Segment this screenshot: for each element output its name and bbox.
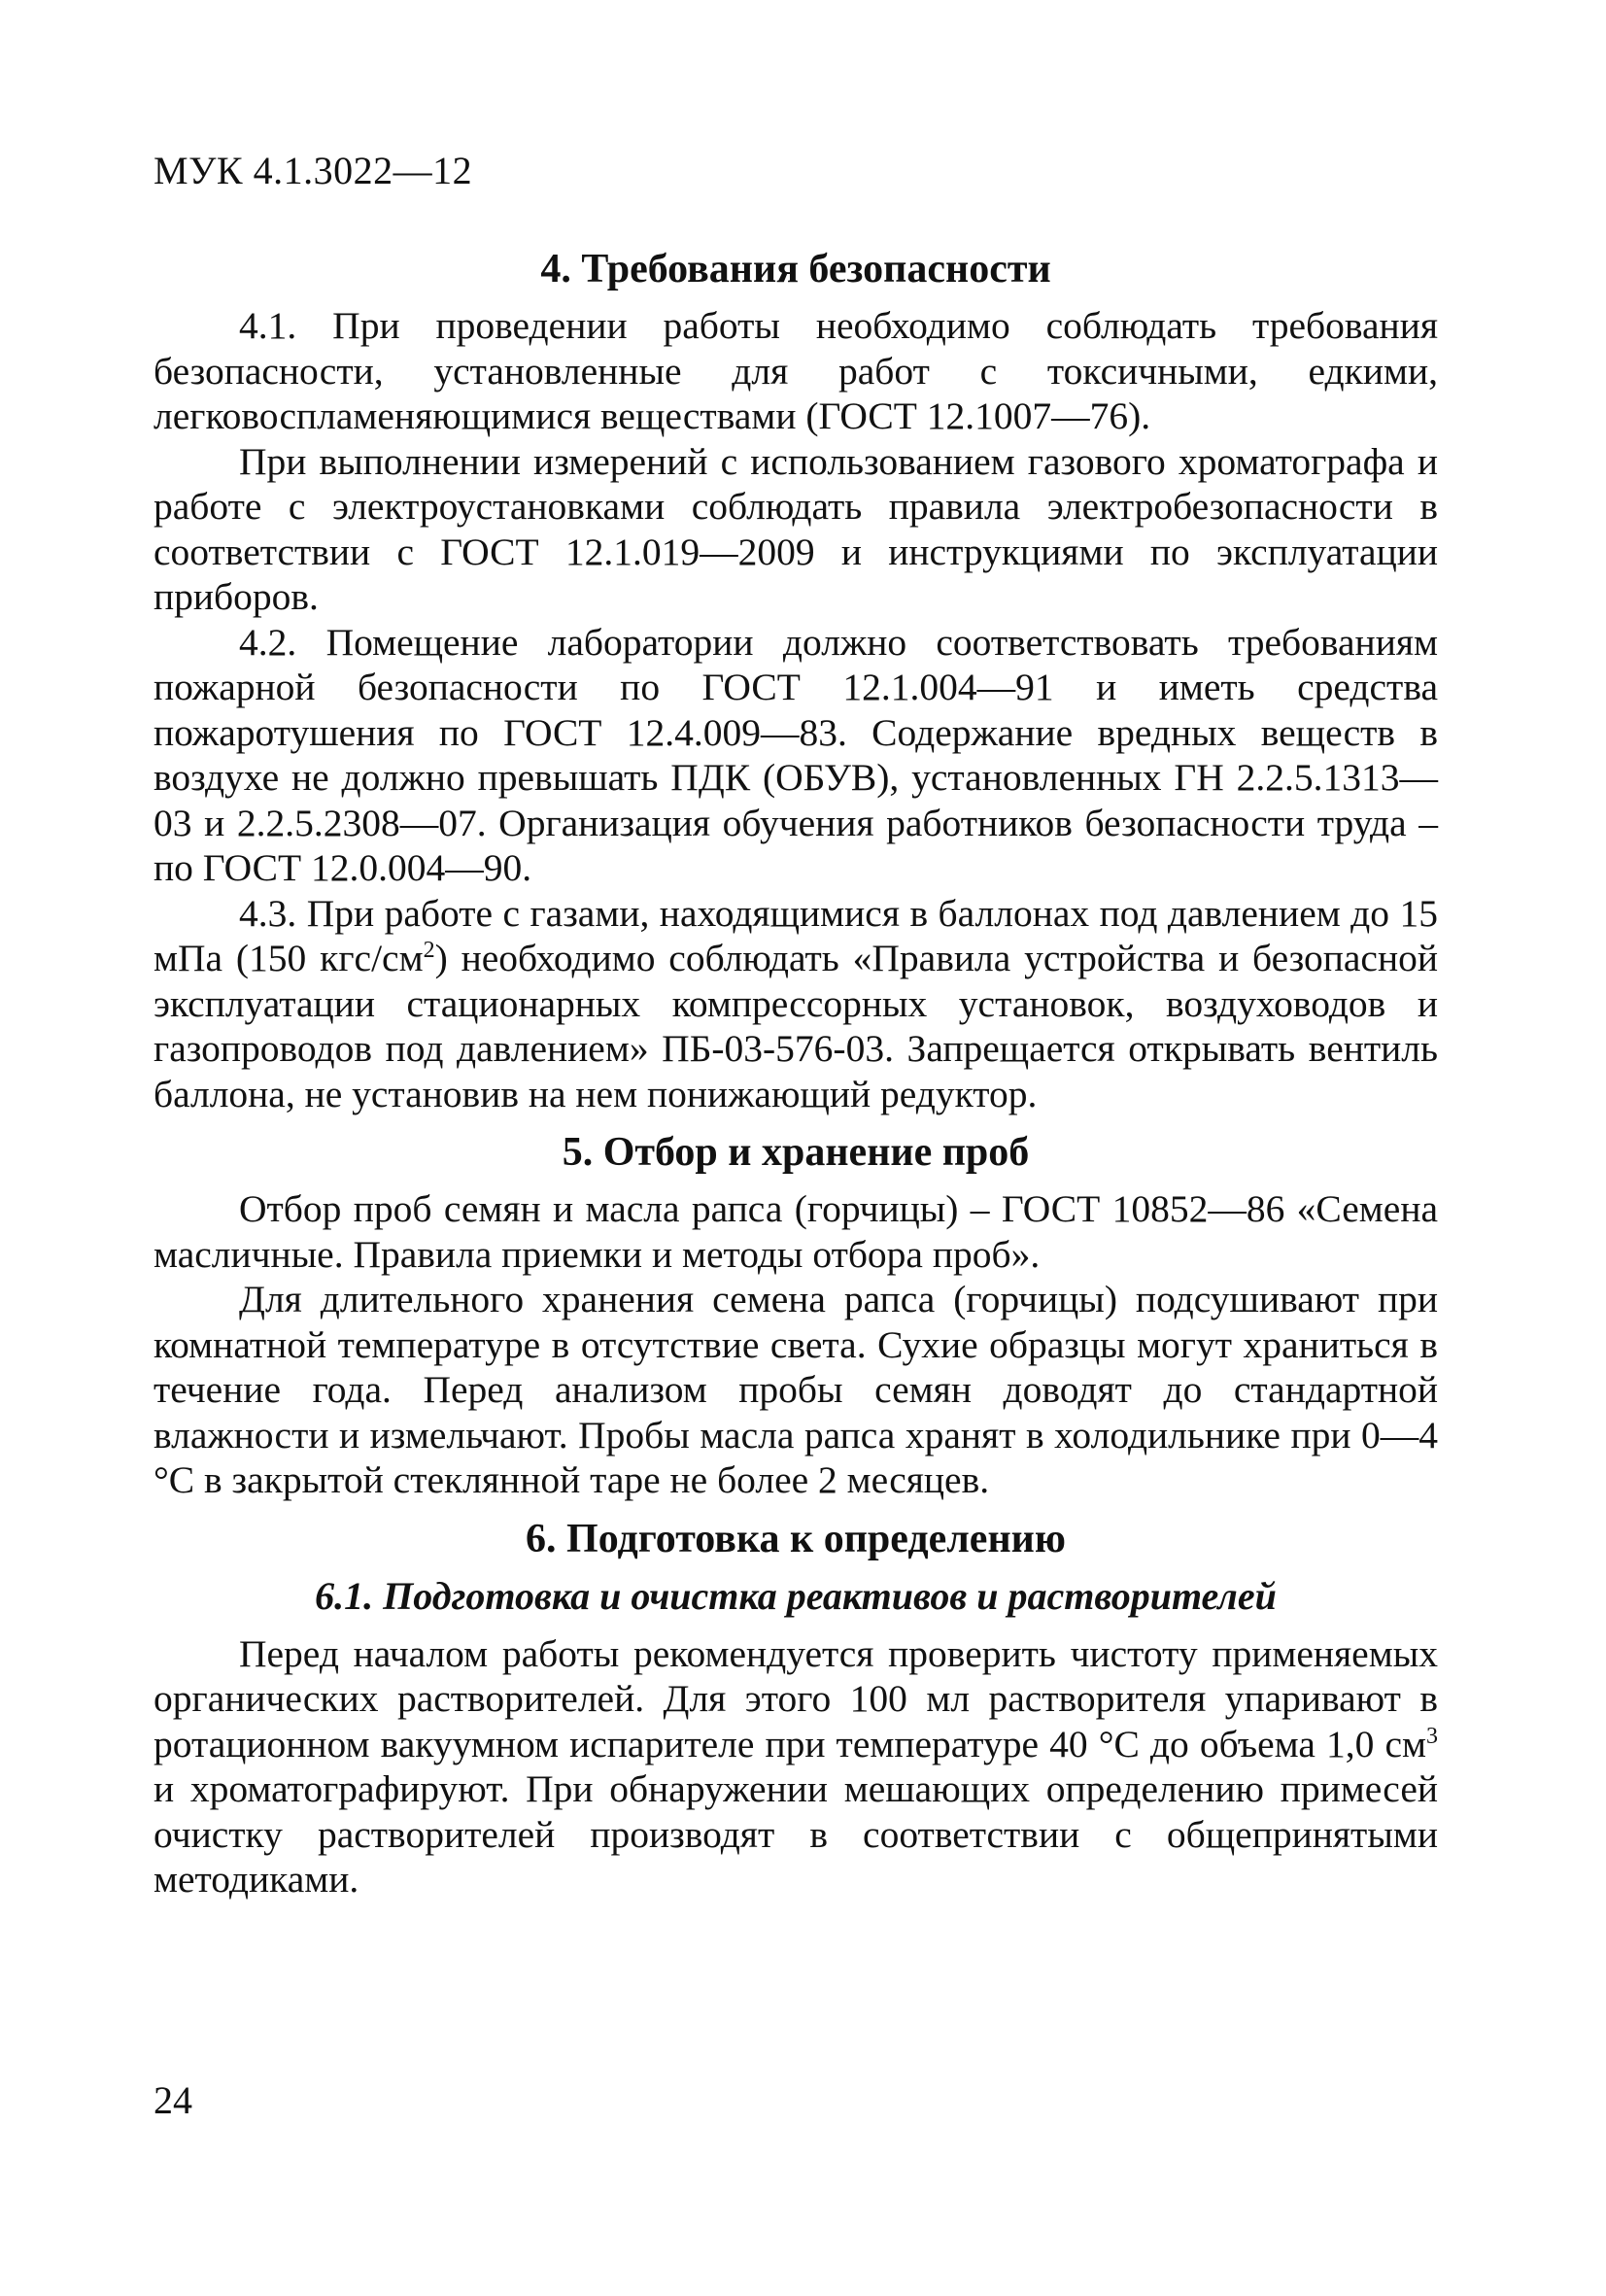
page-number: 24 <box>154 2078 192 2122</box>
document-body <box>154 233 1438 1902</box>
section-5-title: 5. Отбор и хранение проб <box>562 1130 1030 1175</box>
section-5-paragraph-1: Отбор проб семян и масла рапса (горчицы) – ГОСТ 10852—86 «Семена масличные. Правила приемки и методы отбора проб». <box>154 1187 1438 1276</box>
section-4-paragraph-2: При выполнении измерений с использованием газового хроматографа и работе с электроустановками соблюдать правила электробезопасности в соответствии с ГОСТ 12.1.019—2009 и инструкциями по эксплуатации приборов. <box>154 439 1438 618</box>
section-4-paragraph-4-text-a: 4.3. При работе с газами, находящимися в баллонах под давлением до 15 мПа (150 кгс/см <box>154 891 1438 979</box>
section-6-paragraph-1-text-b: и хроматографируют. При обнаружении мешающих определению примесей очистку растворителей производят в соответствии с общепринятыми методиками. <box>154 1767 1438 1901</box>
section-4-paragraph-4-text-b: ) необходимо соблюдать «Правила устройства и безопасной эксплуатации стационарных компрессорных установок, воздуховодов и газопроводов под давлением» ПБ-03-576-03. Запрещается открывать вентиль баллона, не установив на нем понижающий редуктор. <box>154 937 1438 1115</box>
superscript-3: 3 <box>1426 1723 1438 1749</box>
section-5-paragraph-2: Для длительного хранения семена рапса (горчицы) подсушивают при комнатной температуре в отсутствие света. Сухие образцы могут храниться в течение года. Перед анализом пробы семян доводят до стандартной влажности и измельчают. Пробы масла рапса хранят в холодильнике при 0—4 °С в закрытой стеклянной таре не более 2 месяцев. <box>154 1278 1438 1501</box>
section-4-paragraph-1: 4.1. При проведении работы необходимо соблюдать требования безопасности, установленные для работ с токсичными, едкими, легковоспламеняющимися веществами (ГОСТ 12.1007—76). <box>154 304 1438 437</box>
superscript-2: 2 <box>423 937 435 963</box>
running-head: МУК 4.1.3022—12 <box>154 149 473 192</box>
section-4-paragraph-4 <box>154 891 1438 1117</box>
section-4-paragraph-3: 4.2. Помещение лаборатории должно соответствовать требованиям пожарной безопасности по ГОСТ 12.1.004—91 и иметь средства пожаротушения по ГОСТ 12.4.009—83. Содержание вредных веществ в воздухе не должно превышать ПДК (ОБУВ), установленных ГН 2.2.5.1313—03 и 2.2.5.2308—07. Организация обучения работников безопасности труда – по ГОСТ 12.0.004—90. <box>154 620 1438 889</box>
section-6-title: 6. Подготовка к определению <box>526 1516 1066 1561</box>
section-6-paragraph-1 <box>154 1631 1438 1902</box>
section-4-title: 4. Требования безопасности <box>540 247 1051 291</box>
section-6-paragraph-1-text-a: Перед началом работы рекомендуется проверить чистоту применяемых органических растворителей. Для этого 100 мл растворителя упаривают в ротационном вакуумном испарителе при температуре 40 °С до объема 1,0 см <box>154 1631 1438 1765</box>
subsection-6-1-title: 6.1. Подготовка и очистка реактивов и растворителей <box>315 1573 1277 1618</box>
